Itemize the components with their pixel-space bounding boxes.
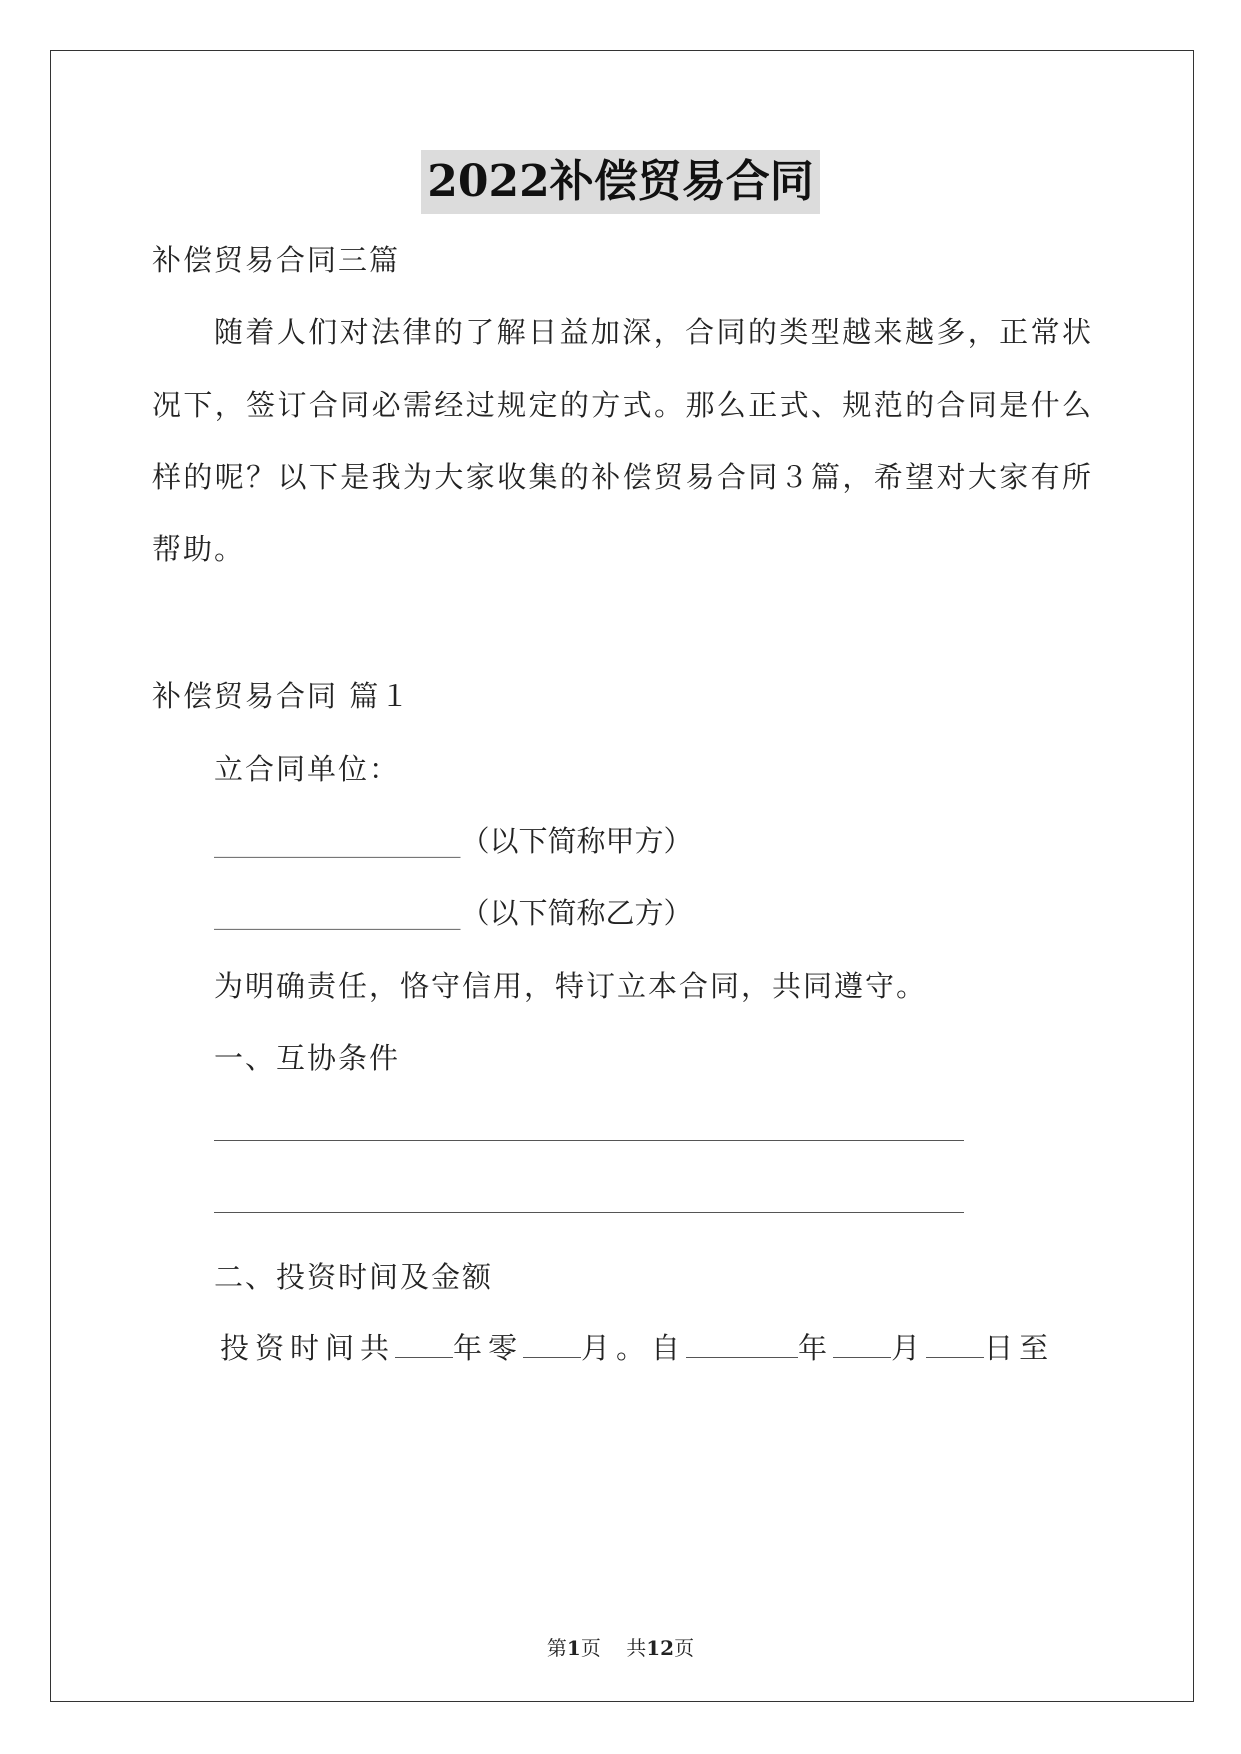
party-b-line — [214, 893, 693, 933]
clause-1-title: 一、互协条件 — [214, 1041, 401, 1075]
time-text-6: 日至 — [984, 1331, 1055, 1365]
purpose-statement: 为明确责任，恪守信用，特订立本合同，共同遵守。 — [214, 969, 928, 1003]
time-text-2: 年零 — [453, 1331, 524, 1365]
clause-2-title: 二、投资时间及金额 — [214, 1260, 494, 1294]
intro-line-4: 帮助。 — [152, 532, 246, 566]
intro-line-3: 样的呢？以下是我为大家收集的补偿贸易合同３篇，希望对大家有所 — [152, 460, 1091, 494]
document-title-text: 2022补偿贸易合同 — [421, 150, 819, 214]
page-border — [50, 50, 1194, 1702]
document-title — [0, 150, 1241, 214]
party-a-line — [214, 821, 693, 861]
start-day-blank — [926, 1329, 984, 1358]
months-blank — [523, 1329, 581, 1358]
document-subtitle: 补偿贸易合同三篇 — [152, 243, 401, 277]
footer-mid: 页 共 — [580, 1636, 647, 1660]
party-b-suffix: （以下简称乙方） — [460, 896, 693, 930]
intro-line-1: 随着人们对法律的了解日益加深，合同的类型越来越多，正常状 — [214, 315, 1091, 349]
party-a-suffix: （以下简称甲方） — [460, 824, 693, 858]
footer-total-pages: 12 — [646, 1636, 675, 1660]
party-a-blank: _________________ — [214, 824, 461, 858]
clause-1-blank-line-1 — [214, 1140, 964, 1141]
clause-1-blank-line-2 — [214, 1212, 964, 1213]
time-text-3: 月。自 — [581, 1331, 687, 1365]
parties-label: 立合同单位： — [214, 752, 401, 786]
page-footer — [0, 1632, 1241, 1661]
time-text-4: 年 — [798, 1331, 834, 1365]
investment-time-line — [220, 1328, 1054, 1368]
intro-line-2: 况下，签订合同必需经过规定的方式。那么正式、规范的合同是什么 — [152, 388, 1091, 422]
section-heading: 补偿贸易合同 篇１ — [152, 679, 412, 713]
footer-prefix: 第 — [546, 1636, 567, 1660]
years-blank — [395, 1329, 453, 1358]
party-b-blank: _________________ — [214, 896, 461, 930]
footer-page-number: 1 — [566, 1636, 581, 1660]
footer-suffix: 页 — [674, 1636, 695, 1660]
time-text-5: 月 — [891, 1331, 927, 1365]
start-month-blank — [833, 1329, 891, 1358]
start-year-blank — [686, 1329, 798, 1358]
time-text-1: 投资时间共 — [220, 1331, 396, 1365]
